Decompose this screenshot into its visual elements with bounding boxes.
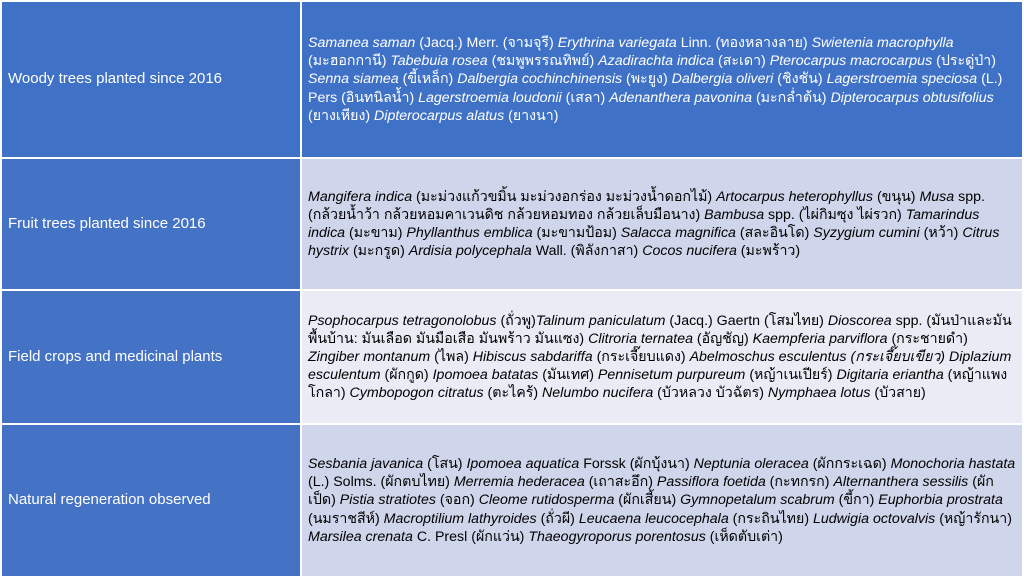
- species-detail: (มะขามป้อม): [532, 225, 621, 241]
- category-cell: Natural regeneration observed: [1, 424, 301, 577]
- scientific-name: Bambusa: [704, 206, 765, 223]
- species-list-cell: [301, 1, 1023, 158]
- scientific-name: Erythrina variegata: [557, 35, 677, 52]
- species-detail: (สะเดา): [714, 53, 770, 70]
- scientific-name: Talinum paniculatum: [535, 312, 666, 329]
- species-detail: (ขี้กา): [834, 492, 879, 509]
- species-detail: (ประดู่ป่า): [932, 53, 996, 70]
- species-detail: (มะม่วงแก้วขมิ้น มะม่วงอกร่อง มะม่วงน้ำดอกไม้): [412, 188, 717, 205]
- scientific-name: Salacca magnifica: [620, 225, 736, 241]
- species-detail: (บัวหลวง บัวฉัตร): [653, 385, 768, 402]
- scientific-name: Azadirachta indica: [598, 53, 715, 70]
- scientific-name: Nymphaea lotus: [767, 385, 871, 402]
- species-detail: (มะฮอกกานี): [308, 53, 391, 70]
- scientific-name: Passiflora foetida: [656, 474, 766, 491]
- scientific-name: Tabebuia rosea: [390, 53, 488, 70]
- scientific-name: Cleome rutidosperma: [478, 492, 615, 509]
- species-list-cell: [301, 290, 1023, 424]
- species-detail: (ผักกระเฉด): [808, 456, 891, 473]
- scientific-name: Gymnopetalum scabrum: [680, 492, 835, 509]
- species-detail: (กะทกรก): [765, 474, 834, 491]
- species-detail: (กระเจี๊ยบแดง): [592, 348, 690, 365]
- species-detail: (มะกรูด): [349, 243, 409, 260]
- species-list-cell: [301, 424, 1023, 577]
- scientific-name: Abelmoschus esculentus (กระเจี๊ยบเขียว): [689, 348, 946, 365]
- scientific-name: Swietenia macrophylla: [811, 35, 954, 52]
- scientific-name: Monochoria hastata: [890, 456, 1016, 473]
- scientific-name: Leucaena leucocephala: [578, 510, 729, 527]
- scientific-name: Pterocarpus macrocarpus: [769, 53, 933, 70]
- species-detail: (ไพล): [430, 348, 473, 365]
- table-row: [1, 158, 1023, 290]
- scientific-name: Cymbopogon citratus: [349, 385, 484, 402]
- table-row: [1, 424, 1023, 577]
- scientific-name: Dipterocarpus obtusifolius: [830, 89, 994, 106]
- scientific-name: Dipterocarpus alatus: [374, 107, 505, 124]
- scientific-name: Samanea saman: [308, 35, 416, 52]
- scientific-name: Dalbergia cochinchinensis: [457, 71, 623, 88]
- species-detail: (นมราชสีห์): [308, 510, 384, 527]
- species-detail: (Jacq.) Gaertn (โสมไทย): [665, 312, 828, 329]
- species-detail: (จอก): [435, 492, 479, 509]
- scientific-name: Dalbergia oliveri: [671, 71, 774, 88]
- scientific-name: Mangifera indica: [308, 188, 413, 205]
- scientific-name: Musa: [919, 188, 955, 205]
- species-detail: (L.) Pers (อินทนิลน้ำ): [308, 71, 1003, 106]
- table-body: [1, 1, 1023, 577]
- scientific-name: Diplazium esculentum: [308, 348, 1012, 384]
- species-detail: (หญ้าเนเปียร์): [745, 367, 837, 384]
- scientific-name: Digitaria eriantha: [836, 367, 944, 384]
- species-detail: spp. (มันป่าและมันพื้นบ้าน: มันเลือด มันมือเสือ มันพร้าว มันแซง): [308, 312, 1012, 347]
- species-detail: (กระถินไทย): [728, 510, 813, 527]
- species-list-cell: [301, 158, 1023, 290]
- species-detail: (พะยูง): [622, 71, 672, 88]
- category-cell: Woody trees planted since 2016: [1, 1, 301, 158]
- species-detail: (กระชายดำ): [887, 330, 968, 347]
- species-detail: (หว้า): [919, 225, 963, 241]
- scientific-name: Adenanthera pavonina: [609, 89, 752, 106]
- scientific-name: Neptunia oleracea: [693, 456, 809, 473]
- species-detail: (L.) Solms. (ผักตบไทย): [308, 474, 454, 491]
- scientific-name: Ipomoea batatas: [432, 367, 539, 384]
- species-detail: Linn. (ทองหลางลาย): [676, 35, 812, 52]
- scientific-name: Ipomoea aquatica: [466, 456, 580, 473]
- table-row: [1, 1, 1023, 158]
- scientific-name: Merremia hederacea: [453, 474, 585, 491]
- scientific-name: Senna siamea: [308, 71, 399, 88]
- species-detail: (เห็ดตับเต่า): [705, 528, 783, 545]
- species-detail: (มันเทศ): [538, 367, 598, 384]
- species-detail: (เสลา): [561, 89, 610, 106]
- species-detail: (ขนุน): [873, 188, 920, 205]
- scientific-name: Syzygium cumini: [813, 225, 920, 241]
- scientific-name: Artocarpus heterophyllus: [716, 188, 874, 205]
- species-detail: (มะขาม): [345, 225, 407, 241]
- scientific-name: Zingiber montanum: [308, 348, 431, 365]
- scientific-name: Macroptilium lathyroides: [383, 510, 537, 527]
- species-detail: (สละอินโด): [735, 225, 814, 241]
- species-detail: (ยางนา): [504, 107, 559, 124]
- scientific-name: Tamarindus indica: [308, 206, 980, 241]
- scientific-name: Marsilea crenata: [308, 528, 413, 545]
- scientific-name: Alternanthera sessilis: [833, 474, 969, 491]
- species-detail: C. Presl (ผักแว่น): [412, 528, 529, 545]
- species-detail: (ตะไคร้): [483, 385, 543, 402]
- species-detail: (ผักเป็ด): [308, 474, 994, 509]
- species-detail: (ชมพูพรรณทิพย์): [487, 53, 599, 70]
- species-detail: (มะกล่ำต้น): [752, 89, 831, 106]
- scientific-name: Phyllanthus emblica: [406, 225, 533, 241]
- species-detail: (หญ้ารักนา): [935, 510, 1012, 527]
- scientific-name: Cocos nucifera: [642, 243, 737, 260]
- scientific-name: Lagerstroemia speciosa: [826, 71, 978, 88]
- species-detail: spp. (กล้วยน้ำว้า กล้วยหอมคาเวนดิช กล้วยหอมทอง กล้วยเล็บมือนาง): [308, 188, 985, 223]
- species-detail: spp. (ไผ่กิมซุง ไผ่รวก): [764, 206, 906, 223]
- species-detail: (เถาสะอึก): [584, 474, 657, 491]
- species-detail: Forssk (ผักบุ้งนา): [579, 456, 694, 473]
- scientific-name: Pistia stratiotes: [339, 492, 436, 509]
- species-detail: (ถั่วพู): [496, 312, 536, 329]
- species-detail: (โสน): [423, 456, 467, 473]
- species-detail: (หญ้าแพงโกลา): [308, 367, 1008, 402]
- scientific-name: Euphorbia prostrata: [878, 492, 1003, 509]
- scientific-name: Kaempferia parviflora: [752, 330, 888, 347]
- species-detail: (ผักเสี้ยน): [614, 492, 681, 509]
- scientific-name: Ardisia polycephala: [408, 243, 532, 260]
- species-detail: (บัวสาย): [870, 385, 926, 402]
- species-detail: (Jacq.) Merr. (จามจุรี): [415, 35, 558, 52]
- scientific-name: Thaeogyroporus porentosus: [528, 528, 706, 545]
- species-detail: (ชิงชัน): [773, 71, 827, 88]
- category-cell: Fruit trees planted since 2016: [1, 158, 301, 290]
- species-detail: (ถั่วผี): [536, 510, 579, 527]
- species-detail: (อัญชัญ): [692, 330, 753, 347]
- scientific-name: Sesbania javanica: [308, 456, 424, 473]
- scientific-name: Lagerstroemia loudonii: [418, 89, 562, 106]
- scientific-name: Hibiscus sabdariffa: [472, 348, 593, 365]
- species-detail: (ขี้เหล็ก): [398, 71, 458, 88]
- scientific-name: Pennisetum purpureum: [597, 367, 746, 384]
- scientific-name: Nelumbo nucifera: [542, 385, 654, 402]
- species-detail: (ผักกูด): [380, 367, 433, 384]
- scientific-name: Dioscorea: [827, 312, 892, 329]
- scientific-name: Citrus hystrix: [308, 225, 1000, 260]
- species-detail: (ยางเหียง): [308, 107, 375, 124]
- category-cell: Field crops and medicinal plants: [1, 290, 301, 424]
- table-row: [1, 290, 1023, 424]
- scientific-name: Psophocarpus tetragonolobus: [308, 312, 497, 329]
- species-detail: (มะพร้าว): [736, 243, 801, 260]
- scientific-name: Ludwigia octovalvis: [813, 510, 936, 527]
- scientific-name: Clitroria ternatea: [588, 330, 693, 347]
- species-detail: Wall. (พิลังกาสา): [531, 243, 643, 260]
